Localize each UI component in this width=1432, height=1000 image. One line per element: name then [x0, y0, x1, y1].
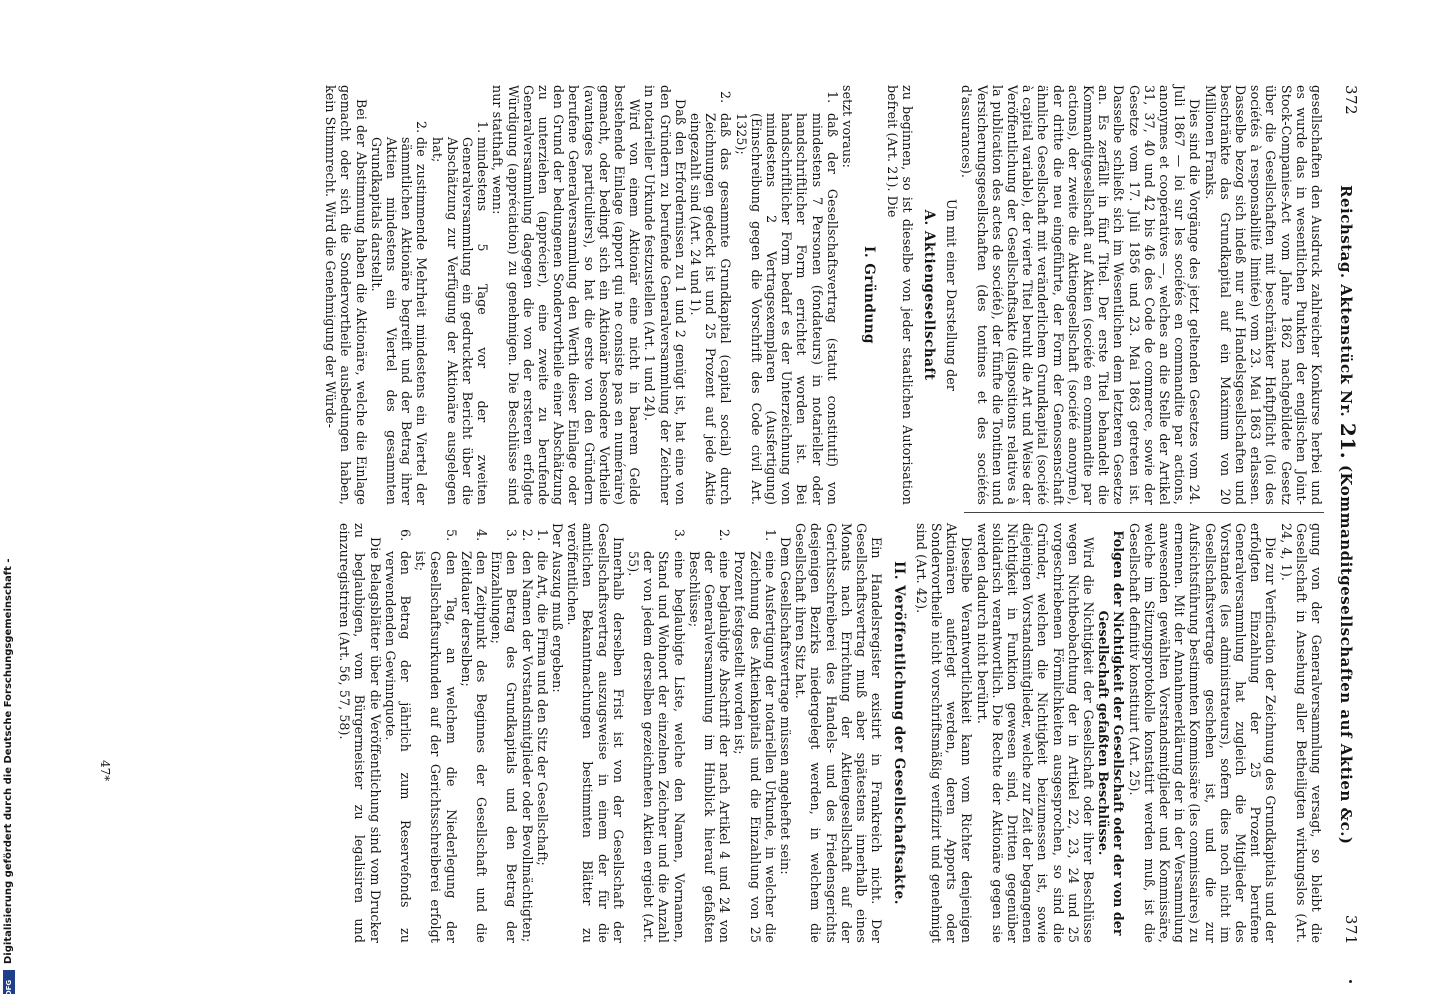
list-text: die Art, die Firma und den Sitz der Gesellschaft; [534, 551, 550, 866]
list-number: 1. [762, 529, 778, 542]
list-number: 4. [474, 529, 490, 542]
extract-contents-list [383, 523, 550, 943]
list-number: 1. [824, 91, 840, 104]
paragraph: gung von der Generalversammlung versagt, so bleibt die Gesellschaft in Ansehung aller Betheiligten wirkungslos (Art. 24, 4, 1). [1278, 523, 1324, 943]
paragraph: Um mit einer Darstellung der [944, 199, 960, 391]
list-item [458, 529, 490, 943]
section-heading-a: A. Aktiengesellschaft [920, 209, 937, 381]
list-item [732, 529, 778, 943]
paragraph: Bei der Abstimmung haben die Aktionäre, welche die Einlage gemacht oder sich die Sondervortheile ausbedungen haben, kein Stimmrecht. Wird die Genehmigung der Würde- [323, 85, 369, 505]
paragraph: Dem Gesellschaftsvertrage müssen angeheftet sein: [778, 537, 794, 875]
footer-text: Digitalisierung gefördert durch die Deutsche Forschungsgemeinschaft - [3, 558, 14, 964]
paragraph: Dieselbe Verantwortlichkeit kann vom Richter denjenigen Aktionären auferlegt werden, deren Apports oder Sondervortheile nicht vorschriftsmäßig verifizirt und genehmigt sind (Art. 42). [913, 523, 975, 943]
paragraph: Ein Handelsregister existirt in Frankreich nicht. Der Gesellschaftsvertrag muß aber spätestens innerhalb eines Monats nach Errichtung der Aktiengesellschaft auf der Gerichtsschreiberei des Handels- und des Friedensgerichts desjenigen Bezirks niedergelegt werden, in welchem die Gesellschaft ihren Sitz hat. [793, 523, 885, 943]
paragraph: zu beginnen, so ist dieselbe von jeder staatlichen Autorisation befreit (Art. 21). Die [884, 85, 915, 505]
list-item [429, 121, 491, 505]
paragraph: Daß den Erfordernissen zu 1 und 2 genügt ist, hat eine von den Gründern zu berufende Generalversammlung der Zeichner in notarieller Urkunde festzustellen (Art. 1 und 24). [642, 85, 688, 505]
header-document-number: 21. [1336, 422, 1360, 460]
paragraph: Die zur Verification der Zeichnung des Grundkapitals und der erfolgten Einzahlung der 25 Prozent berufene Generalversammlung hat zugleich die Mitglieder des Vorstandes (les administrateurs), sofern dies noch nicht im Gesellschaftsvertrage geschehen ist, und die zur Aufsichtsführung bestimmten Kommissäre (les commissaires) zu ernennen. Mit der Annahmeerklärung der in der Versammlung anwesenden gewählten Vorstandsmitglieder und Kommissäre, welche im Sitzungsprotokolle konstatirt werden muß, ist die Gesellschaft definitiv konstituirt (Art. 25). [1126, 523, 1279, 943]
left-column [323, 85, 1324, 505]
list-text: eine beglaubigte Abschrift der nach Artikel 4 und 24 von der Generalversammlung im Hinblick hierauf gefaßten Beschlüsse; [686, 551, 733, 943]
list-number: 3. [504, 529, 520, 542]
list-text: eine beglaubigte Liste, welche den Namen, Vornamen, Stand und Wohnort der einzelnen Zeichner und die Anzahl der von jedem derselben gezeichneten Aktien ergiebt (Art. 55). [626, 551, 687, 943]
list-number: 2. [718, 91, 734, 104]
dfg-logo-text: DFG [5, 979, 13, 997]
list-text: den Namen der Vorstandsmitglieder oder Bevollmächtigten; [519, 551, 535, 943]
list-text: den Tag, an welchem die Niederlegung der Gesellschaftsurkunden auf der Gerichtsschreiberei erfolgt ist; [413, 551, 459, 943]
list-text: eine Ausfertigung der notariellen Urkunde, in welcher die Zeichnung des Aktienkapitals und die Einzahlung von 25 Prozent festgestellt worden ist; [732, 551, 778, 943]
section-heading-grundung: I. Gründung [861, 246, 878, 344]
running-header [1328, 85, 1360, 945]
list-text: daß das gesammte Grundkapital (capital social) durch Zeichnungen gedeckt ist und 25 Prozent auf jede Aktie eingezahlt sind (Art. 24 und 1). [688, 113, 734, 505]
list-item [368, 121, 430, 505]
paragraph: Die Belagsblätter über die Veröffentlichung sind vom Drucker zu beglaubigen, vom Bürgermeister zu legalisiren und einzuregistriren (Art. 56, 57, 58). [337, 523, 383, 943]
scan-speck [1349, 980, 1352, 983]
digitization-footer [2, 0, 16, 1000]
list-item [733, 91, 840, 505]
list-text: daß der Gesellschaftsvertrag (statut constitutif) von mindestens 7 Personen (fondateurs) in notarieller oder handschriftlicher Form errichtet worden ist. Bei handschriftlicher Form bedarf es der Unterzeichnung von mindestens 2 Vertragsexemplaren (Ausfertigung) (Einschreibung gegen die Vorschrift des Code civil Art. 1325); [733, 113, 840, 505]
list-text: mindestens 5 Tage vor der zweiten Generalversammlung ein gedruckter Bericht über die Abschätzung zur Verfügung der Aktionäre ausgelegen hat; [429, 137, 491, 505]
list-item [519, 529, 535, 943]
dfg-logo [3, 970, 15, 997]
list-text: die zustimmende Mehrheit mindestens ein Viertel der sämmtlichen Aktionäre begreift und der Betrag ihrer Aktien mindestens ein Viertel des gesammten Grundkapitals darstellt. [368, 137, 430, 505]
list-number: 1. [475, 121, 491, 134]
paragraph: Der Auszug muß ergeben: [550, 523, 566, 693]
list-number: 6. [398, 529, 414, 542]
list-item [489, 529, 520, 943]
list-item [382, 529, 414, 943]
list-item [686, 529, 733, 943]
paragraph: Innerhalb derselben Frist ist von der Gesellschaft der Gesellschaftsvertrag auszugsweise in einem der für die amtlichen Bekanntmachungen bestimmten Blätter zu veröffentlichen. [565, 523, 626, 943]
page-number-left: 372 [1342, 85, 1360, 116]
list-item [688, 91, 734, 505]
list-number: 1. [534, 529, 550, 542]
column-divider [964, 512, 1324, 513]
conditions-list [369, 85, 491, 505]
list-number: 2. [717, 529, 733, 542]
list-item [413, 529, 459, 943]
page-number-right: 371 [1342, 914, 1360, 945]
header-title [1336, 185, 1360, 845]
attachments-list [626, 523, 778, 943]
header-title-pre: Reichstag. Aktenstück Nr. [1337, 185, 1355, 418]
paragraph: Dies sind die Vorgänge des jetzt geltenden Gesetzes vom 24. Juli 1867 — loi sur les sociétés en commandite par actions, anonymes et coopératives —, welches an die Stelle der Artikel 31, 37, 40 und 42 bis 46 des Code de commerce, sowie der Gesetze vom 17. Juli 1856 und 23. Mai 1863 getreten ist. Dasselbe schließt sich im Wesentlichen dem letzteren Gesetze an. Es zerfällt in fünf Titel. Der erste Titel behandelt die Kommanditgesellschaft auf Aktien (société en commandite par actions), der zweite die Aktiengesellschaft (société anonyme), der dritte die neu eingeführte, der Form der Genossenschaft ähnliche Gesellschaft mit veränderlichem Grundkapital (société à capital variable), der vierte Titel beruht die Art und Weise der Veröffentlichung der Gesellschaftsakte (dispositions relatives à la publication des actes de société), der fünfte die Tontinen und Versicherungsgesellschaften (des tontines et des sociétés d'assurances). [959, 85, 1203, 505]
paragraph: Wird die Nichtigkeit der Gesellschaft oder ihrer Beschlüsse wegen Nichtbeobachtung der in Artikel 22, 23, 24 und 25 vorgeschriebenen Förmlichkeiten ausgesprochen, so sind die Gründer, welchen die Nichtigkeit beizumessen ist, sowie diejenigen Vorstandsmitglieder, welche zur Zeit der begangenen Nichtigkeit in Funktion gewesen sind, Dritten gegenüber solidarisch verantwortlich. Die Rechte der Aktionäre gegen sie werden dadurch nicht berührt. [974, 523, 1096, 943]
signature-mark: 47* [98, 760, 112, 782]
section-heading-publication: II. Veröffentlichung der Gesellschaftsakte. [890, 561, 907, 905]
list-item [534, 529, 550, 943]
subheading: Folgen der Nichtigkeit der Gesellschaft oder der von der Gesellschaft gefaßten Beschlüsse. [1096, 530, 1127, 936]
paragraph: Wird von einem Aktionär eine nicht in baarem Gelde bestehende Einlage (apport qui ne consiste pas en numéraire) gemacht, oder bedingt sich ein Aktionär besondere Vortheile (avantages particuliers), so hat die erste von den Gründern berufene Generalversammlung den Werth dieser Einlage oder den Grund der bedungenen Sondervortheile einer Abschätzung zu unterziehen (apprécier), eine zweite zu berufende Generalversammlung dagegen die von der ersteren erfolgte Würdigung (appréciation) zu genehmigen. Die Beschlüsse sind nur statthaft, wenn: [490, 85, 643, 505]
header-title-post: (Kommanditgesellschaften auf Aktien &c.) [1337, 464, 1355, 845]
list-number: 2. [519, 529, 535, 542]
right-column [337, 523, 1324, 943]
paragraph: setzt voraus: [840, 85, 856, 169]
list-text: den Betrag des Grundkapitals und den Betrag der Einzahlungen; [489, 551, 520, 943]
list-number: 3. [671, 529, 687, 542]
list-number: 2. [414, 121, 430, 134]
requirements-list [688, 85, 840, 505]
list-text: den Zeitpunkt des Beginnes der Gesellschaft und die Zeitdauer derselben; [458, 551, 490, 943]
list-text: den Betrag der jährlich zum Reservefonds zu verwendenden Gewinnquote. [382, 551, 414, 943]
list-number: 5. [443, 529, 459, 542]
paragraph: gesellschaften den Ausdruck zahlreicher Konkurse herbei und es wurde das in wesentlichen Punkten der englischen Joint-Stock-Companies-Act vom Jahre 1862 nachgebildete Gesetz über die Gesellschaften mit beschränkter Haftpflicht (loi des sociétés à responsabilité limitée) vom 23. Mai 1863 erlassen. Dasselbe bezog sich indeß nur auf Handelsgesellschaften und beschränkte das Grundkapital auf ein Maximum von 20 Millionen Franks. [1202, 85, 1324, 505]
list-item [626, 529, 687, 943]
